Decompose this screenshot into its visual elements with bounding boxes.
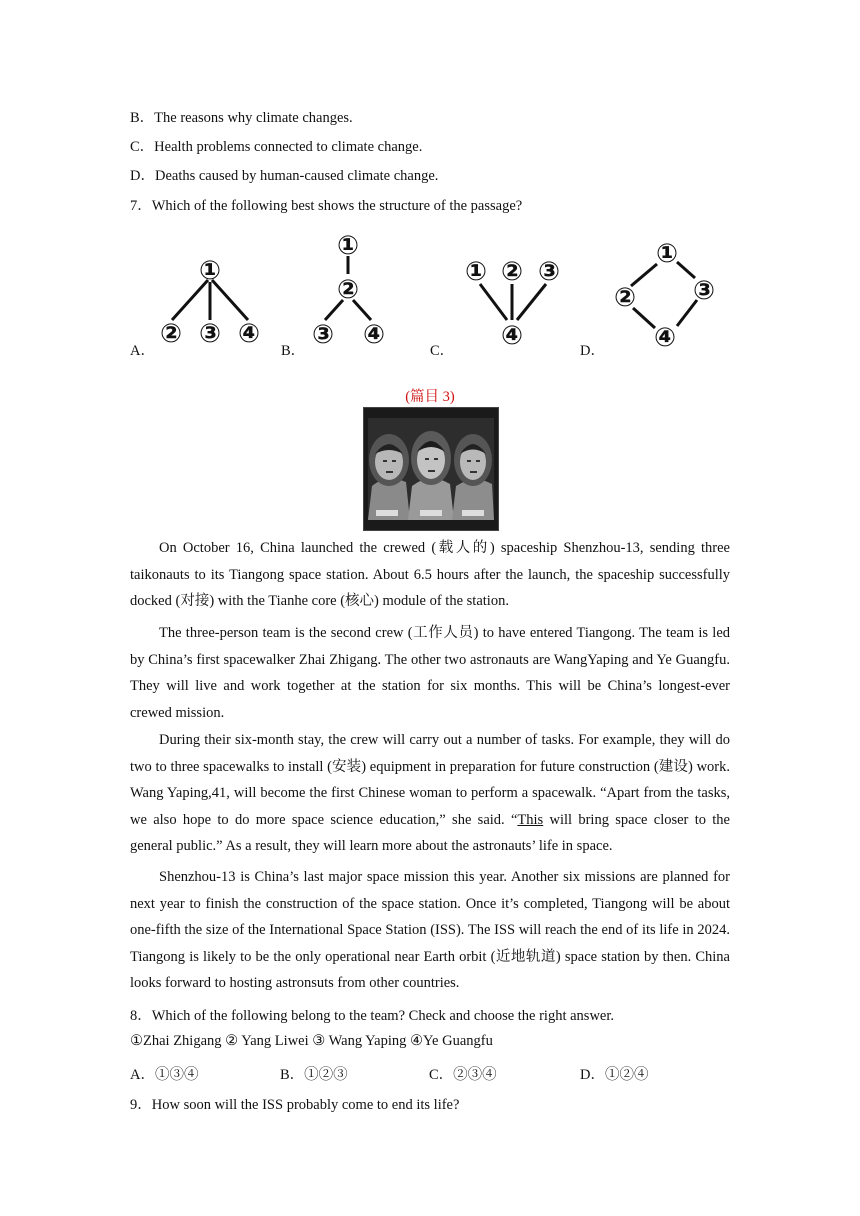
q7-question: 7．Which of the following best shows the structure of the passage?: [130, 198, 523, 214]
circle-2: ②: [159, 319, 183, 349]
circle-2: ②: [500, 257, 524, 287]
q6-option-c: C．Health problems connected to climate change.: [130, 139, 423, 155]
passage-paragraph-3: During their six-month stay, the crew will carry out a number of tasks. For example, they will do two to three spacewalks to install (安装) equipment in preparation for future construction (建设) work. Wang Yaping,41, will become the first Chinese woman to perform a spacewalk. “Apart from the tasks, we also hope to do more space science education,” she said. “This will bring space closer to the general public.” As a result, they will learn more about the astronauts’ life in space.: [130, 732, 730, 854]
structure-diagram-c: [455, 252, 570, 352]
q8-question: 8．Which of the following belong to the team? Check and choose the right answer.: [130, 1008, 615, 1024]
passage-paragraph-2: The three-person team is the second crew (工作人员) to have entered Tiangong. The team is led by China’s first spacewalker Zhai Zhigang. The other two astronauts are WangYaping and Ye Guangfu. They will live and work together at the station for six months. This will be China’s longest-ever crewed mission.: [130, 625, 730, 721]
circle-4: ④: [500, 321, 524, 351]
structure-diagram-a: [150, 250, 270, 350]
circle-1: ①: [198, 256, 222, 286]
circle-3: ③: [311, 320, 335, 350]
q8-options: [130, 1063, 730, 1083]
q8-names: ①Zhai Zhigang ② Yang Liwei ③ Wang Yaping ④Ye Guangfu: [130, 1033, 493, 1049]
circle-3: ③: [537, 257, 561, 287]
q9-question: 9．How soon will the ISS probably come to end its life?: [130, 1097, 460, 1113]
astronauts-photo: [363, 407, 499, 531]
structure-diagram-d: [605, 236, 725, 352]
q6-option-b: B．The reasons why climate changes.: [130, 110, 353, 126]
q7-label-a: A．: [130, 343, 155, 359]
q7-label-d: D．: [580, 343, 605, 359]
circle-4: ④: [653, 323, 677, 352]
circle-4: ④: [362, 320, 386, 350]
circle-3: ③: [198, 319, 222, 349]
circle-4: ④: [237, 319, 261, 349]
q8-option-b: B．①②③: [280, 1067, 348, 1083]
circle-3: ③: [692, 276, 716, 306]
underlined-word: This: [517, 811, 544, 828]
q6-option-d: D．Deaths caused by human-caused climate change.: [130, 168, 439, 184]
circle-2: ②: [613, 283, 637, 313]
passage-caption: (篇目 3): [405, 389, 455, 405]
q8-option-d: D．①②④: [580, 1067, 649, 1083]
q8-option-c: C．②③④: [429, 1067, 497, 1083]
circle-1: ①: [655, 239, 679, 269]
circle-2: ②: [336, 275, 360, 305]
circle-1: ①: [336, 231, 360, 261]
q8-option-a: A．①③④: [130, 1067, 199, 1083]
passage-paragraph-1: On October 16, China launched the crewed (载人的) spaceship Shenzhou-13, sending three taikonauts to its Tiangong space station. About 6.5 hours after the launch, the spaceship successfully docked (对接) with the Tianhe core (核心) module of the station.: [130, 540, 730, 609]
passage-paragraph-4: Shenzhou-13 is China’s last major space mission this year. Another six missions are planned for next year to finish the construction of the space station. Once it’s completed, Tiangong will be about one-fifth the size of the International Space Station (ISS). The ISS will reach the end of its life in 2024. Tiangong is likely to be the only operational near Earth orbit (近地轨道) space station by then. China looks forward to hosting astronsuts from other countries.: [130, 869, 730, 991]
structure-diagram-b: [303, 228, 393, 352]
q7-label-b: B．: [281, 343, 306, 359]
q7-label-c: C．: [430, 343, 455, 359]
circle-1: ①: [464, 257, 488, 287]
